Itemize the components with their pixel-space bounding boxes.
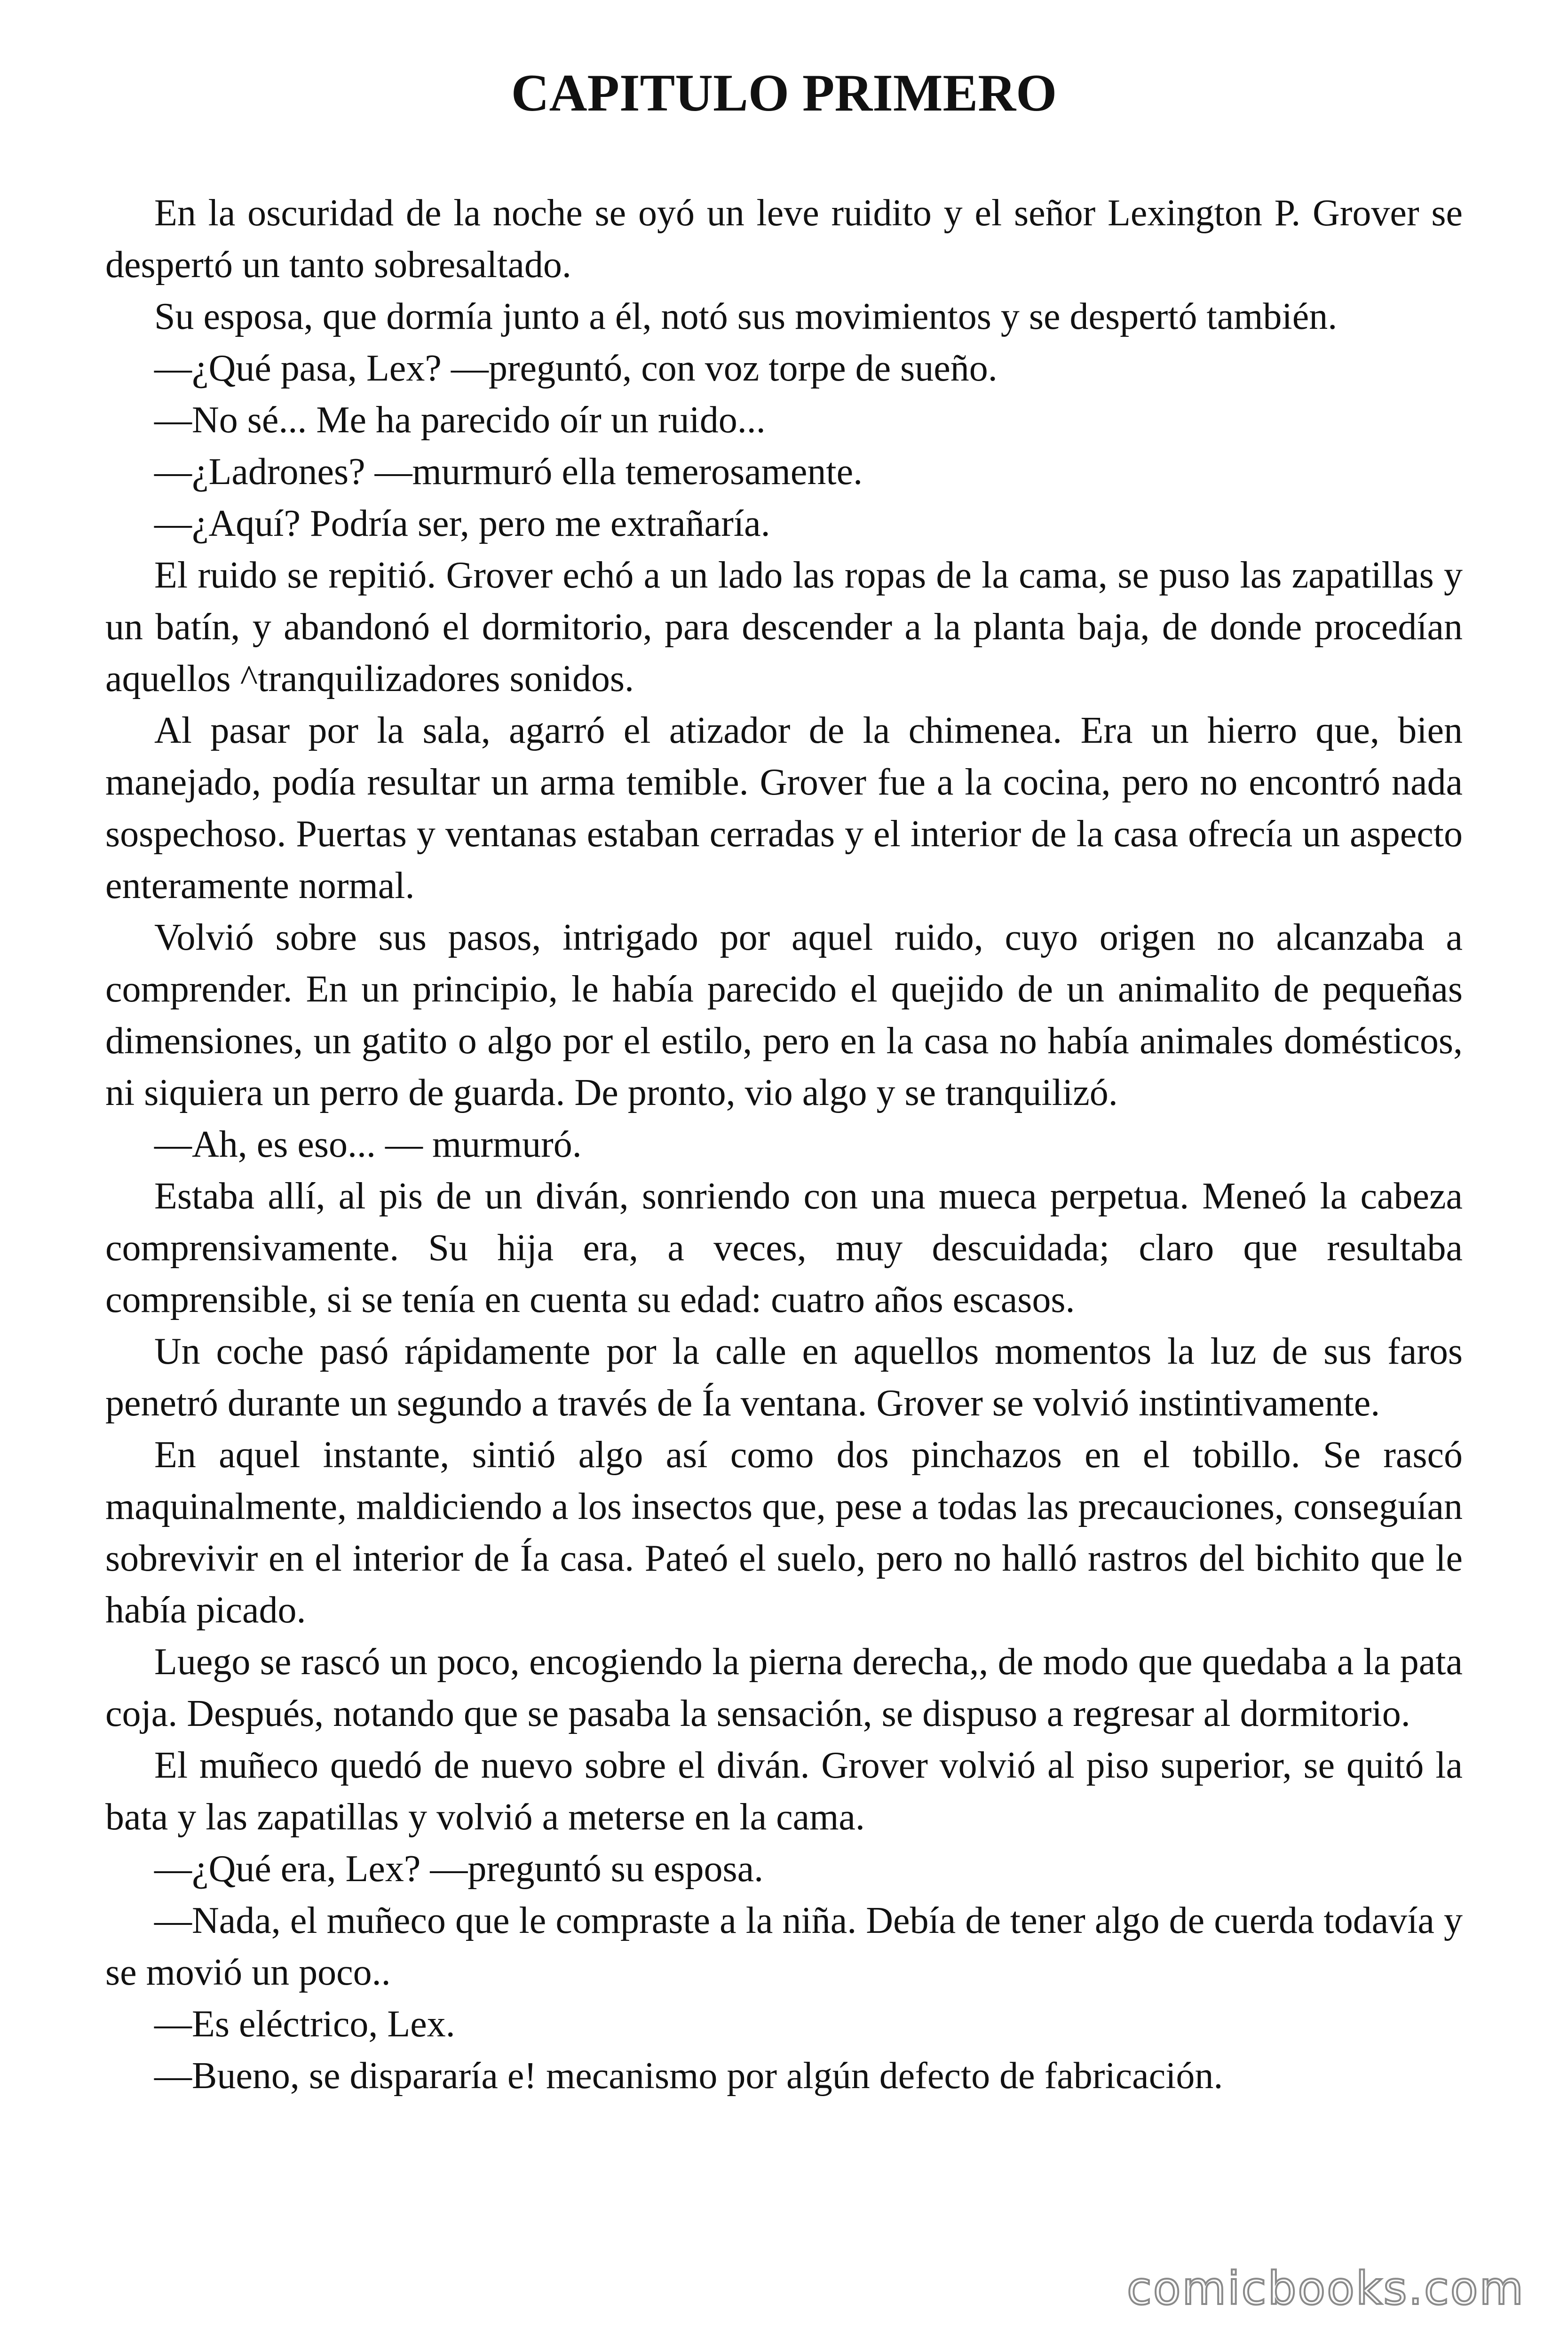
- paragraph: Su esposa, que dormía junto a él, notó sus movimientos y se despertó también.: [154, 296, 1338, 337]
- paragraph: Volvió sobre sus pasos, intrigado por aquel ruido, cuyo origen no alcanzaba a comprender. En un principio, le había parecido el quejido de un animalito de pequeñas dimensiones, un gatito o algo por el estilo, pero en la casa no había animales domésticos, ni siquiera un perro de guarda. De pronto, vio algo y se tranquilizó.: [105, 917, 1463, 1113]
- paragraph: El muñeco quedó de nuevo sobre el diván. Grover volvió al piso superior, se quitó la bata y las zapatillas y volvió a meterse en la cama.: [105, 1745, 1463, 1838]
- paragraph: En aquel instante, sintió algo así como dos pinchazos en el tobillo. Se rascó maquinalmente, maldiciendo a los insectos que, pese a todas las precauciones, conseguían sobrevivir en el interior de Ía casa. Pateó el suelo, pero no halló rastros del bichito que le había picado.: [105, 1434, 1463, 1631]
- chapter-title: CAPITULO PRIMERO: [511, 64, 1057, 122]
- paragraph: —¿Aquí? Podría ser, pero me extrañaría.: [154, 503, 770, 544]
- paragraph: El ruido se repitió. Grover echó a un lado las ropas de la cama, se puso las zapatillas y un batín, y abandonó el dormitorio, para descender a la planta baja, de donde procedían aquellos ^tranquilizadores sonidos.: [105, 555, 1463, 699]
- paragraph: —No sé... Me ha parecido oír un ruido...: [154, 399, 766, 441]
- paragraph: —¿Qué pasa, Lex? —preguntó, con voz torpe de sueño.: [154, 348, 998, 389]
- paragraph: Un coche pasó rápidamente por la calle en aquellos momentos la luz de sus faros penetró durante un segundo a través de Ía ventana. Grover se volvió instintivamente.: [105, 1331, 1463, 1424]
- paragraph: Estaba allí, al pis de un diván, sonriendo con una mueca perpetua. Meneó la cabeza comprensivamente. Su hija era, a veces, muy descuidada; claro que resultaba comprensible, si se tenía en cuenta su edad: cuatro años escasos.: [105, 1176, 1463, 1320]
- paragraph: Luego se rascó un poco, encogiendo la pierna derecha,, de modo que quedaba a la pata coja. Después, notando que se pasaba la sensación, se dispuso a regresar al dormitorio.: [105, 1641, 1463, 1734]
- paragraph: —Bueno, se dispararía e! mecanismo por algún defecto de fabricación.: [154, 2055, 1223, 2097]
- paragraph: —Ah, es eso... — murmuró.: [154, 1124, 582, 1165]
- paragraph: —¿Qué era, Lex? —preguntó su esposa.: [154, 1848, 764, 1890]
- paragraph: En la oscuridad de la noche se oyó un leve ruidito y el señor Lexington P. Grover se despertó un tanto sobresaltado.: [105, 192, 1463, 286]
- watermark: comicbooks.com: [1123, 2263, 1528, 2314]
- chapter-body: [105, 187, 1463, 2102]
- paragraph: —¿Ladrones? —murmuró ella temerosamente.: [154, 451, 863, 493]
- paragraph: Al pasar por la sala, agarró el atizador de la chimenea. Era un hierro que, bien manejado, podía resultar un arma temible. Grover fue a la cocina, pero no encontró nada sospechoso. Puertas y ventanas estaban cerradas y el interior de la casa ofrecía un aspecto enteramente normal.: [105, 710, 1463, 906]
- paragraph: —Es eléctrico, Lex.: [154, 2003, 455, 2045]
- paragraph: —Nada, el muñeco que le compraste a la niña. Debía de tener algo de cuerda todavía y se movió un poco..: [105, 1900, 1463, 1993]
